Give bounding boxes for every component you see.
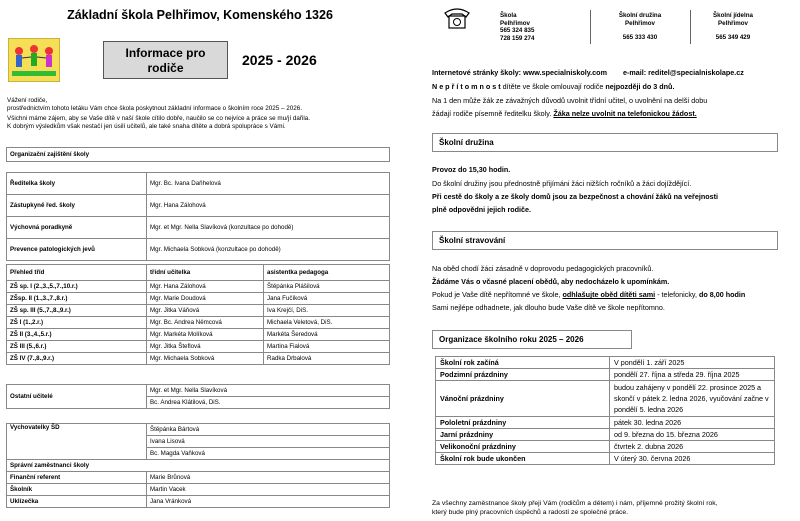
year-row-label: Školní rok bude ukončen [436, 453, 610, 465]
classes-table [6, 264, 390, 365]
absence-deadline: nejpozději do 3 dnů. [605, 82, 675, 91]
year-row-label: Školní rok začíná [436, 357, 610, 369]
staff-role: Školník [7, 484, 147, 496]
other-teachers-label: Ostatní učitelé [7, 385, 147, 409]
absence-line-3: žádají rodiče písemně ředitelku školy. [432, 109, 554, 118]
food-line: Na oběd chodí žáci zásadně v doprovodu pedagogických pracovníků. [432, 264, 654, 273]
contact-title: Školní družina [618, 12, 662, 19]
class-teacher: Mgr. Bc. Andrea Němcová [147, 317, 264, 329]
class-teacher: Mgr. Jitka Šteflová [147, 341, 264, 353]
class-teacher: Mgr. Hana Zálohová [147, 281, 264, 293]
year-row-value: pátek 30. ledna 2026 [610, 417, 775, 429]
contact-phone: 565 349 429 [715, 34, 751, 41]
sd-text [432, 164, 782, 215]
children-logo-icon [9, 39, 59, 81]
sd-line: plně odpovědni jejich rodiče. [432, 205, 532, 214]
classes-header: třídní učitelka [147, 265, 264, 281]
class-name: ZŠ sp. I (2.,3.,5.,7.,10.r.) [7, 281, 147, 293]
staff-name: Marie Brůnová [147, 472, 390, 484]
intro-line: K dobrým výsledkům však nestačí jen úsilí učitelů, ale také snaha dítěte a dobrá spolupráce s Vámi. [7, 123, 286, 130]
management-label: Zástupkyně řed. školy [7, 195, 147, 217]
food-line: - telefonicky, [655, 290, 699, 299]
year-row-label: Podzimní prázdniny [436, 369, 610, 381]
staff-role: Finanční referent [7, 472, 147, 484]
class-name: ZŠ II (3.,4.,5.r.) [7, 329, 147, 341]
contact-canteen [698, 12, 768, 42]
class-assistant: Michaela Veletová, DiS. [264, 317, 390, 329]
other-teacher: Bc. Andrea Klátilová, DiS. [147, 397, 390, 409]
contact-title: Školní jídelna [713, 12, 753, 19]
contact-school [500, 12, 550, 42]
classes-header: Přehled tříd [7, 265, 147, 281]
contact-title: Škola [500, 12, 517, 19]
class-teacher: Mgr. Jitka Váňová [147, 305, 264, 317]
year-row-value: budou zahájeny v pondělí 22. prosince 2025 a skončí v pátek 2. ledna 2026, vyučování začne v pondělí 5. ledna 2026 [610, 381, 775, 417]
sd-staff: Ivana Lisová [147, 436, 390, 448]
other-teachers-table [6, 384, 390, 409]
sd-line: Do školní družiny jsou přednostně přijímáni žáci nižších ročníků a žáci dojíždějící. [432, 179, 692, 188]
year-row-label: Pololetní prázdniny [436, 417, 610, 429]
year-table [435, 356, 775, 465]
absence-mid: dítěte ve škole omlouvají rodiče [500, 82, 606, 91]
management-value: Mgr. Bc. Ivana Daňhelová [147, 173, 390, 195]
sd-line: Při cestě do školy a ze školy domů jsou za bezpečnost a chování žáků na veřejnosti [432, 192, 718, 201]
management-label: Prevence patologických jevů [7, 239, 147, 261]
intro-text [7, 97, 392, 131]
footer-line: Za všechny zaměstnance školy přeji Vám (rodičům a dětem) i nám, příjemně prožitý školní rok, [432, 500, 718, 507]
sd-label: Vychovatelky ŠD [7, 424, 147, 460]
absence-line-2: Na 1 den může žák ze závažných důvodů uvolnit třídní učitel, o uvolnění na delší dobu [432, 96, 708, 105]
class-assistant: Radka Drbalová [264, 353, 390, 365]
other-teacher: Mgr. et Mgr. Nella Slavíková [147, 385, 390, 397]
intro-line: Vážení rodiče, [7, 97, 48, 104]
food-line: Žádáme Vás o včasné placení obědů, aby nedocházelo k upomínkám. [432, 277, 670, 286]
school-logo [8, 38, 60, 82]
year-row-value: V úterý 30. června 2026 [610, 453, 775, 465]
sd-staff: Štěpánka Bártová [147, 424, 390, 436]
info-box-line-2: rodiče [147, 61, 184, 75]
class-name: ZŠ I (1.,2.r.) [7, 317, 147, 329]
year-row-label: Velikonoční prázdniny [436, 441, 610, 453]
classes-header: asistentka pedagoga [264, 265, 390, 281]
contact-phone: 565 333 430 [622, 34, 658, 41]
intro-line: prostřednictvím tohoto letáku Vám chce škola poskytnout základní informace o školním roce 2025 – 2026. [7, 105, 303, 112]
sd-section-title: Školní družina [432, 133, 778, 152]
class-name: ZŠ IV (7.,8.,9.r.) [7, 353, 147, 365]
staff-name: Martin Vacek [147, 484, 390, 496]
sd-hours: Provoz do 15,30 hodin. [432, 165, 511, 174]
year-row-label: Vánoční prázdniny [436, 381, 610, 417]
year-row-value: pondělí 27. října a středa 29. října 2025 [610, 369, 775, 381]
class-name: ZŠ III (5.,6.r.) [7, 341, 147, 353]
year-row-value: čtvrtek 2. dubna 2026 [610, 441, 775, 453]
absence-lead: N e p ř í t o m n o s t [432, 82, 501, 91]
contact-divider [590, 10, 591, 44]
management-value: Mgr. Michaela Sobková (konzultace po dohodě) [147, 239, 390, 261]
contact-town: Pelhřimov [500, 19, 530, 27]
org-title: Organizační zajištění školy [7, 148, 390, 162]
contact-town: Pelhřimov [625, 19, 655, 27]
food-deadline: do 8,00 hodin [698, 290, 746, 299]
org-title-table [6, 147, 390, 162]
class-teacher: Mgr. Michaela Sobková [147, 353, 264, 365]
class-assistant: Markéta Šeredová [264, 329, 390, 341]
info-box-line-1: Informace pro [125, 46, 206, 60]
class-name: ZŠ sp. III (5.,7.,8.,9.r.) [7, 305, 147, 317]
class-assistant: Martina Fialová [264, 341, 390, 353]
class-assistant: Jana Fučíková [264, 293, 390, 305]
telephone-icon [442, 5, 472, 31]
year-row-label: Jarní prázdniny [436, 429, 610, 441]
absence-warning: Žáka nelze uvolnit na telefonickou žádost. [553, 109, 697, 118]
management-value: Mgr. Hana Zálohová [147, 195, 390, 217]
contact-town: Pelhřimov [718, 19, 748, 27]
staff-role: Uklízečka [7, 496, 147, 508]
sd-staff: Bc. Magda Vaňková [147, 448, 390, 460]
food-text [432, 263, 782, 313]
class-teacher: Mgr. Markéta Molíková [147, 329, 264, 341]
year-row-value: V pondělí 1. září 2025 [610, 357, 775, 369]
food-line: Sami nejlépe odhadnete, jak dlouho bude Vaše dítě ve škole nepřítomno. [432, 303, 665, 312]
staff-table [6, 423, 390, 508]
management-label: Ředitelka školy [7, 173, 147, 195]
footer-text [432, 499, 792, 517]
management-table [6, 172, 390, 261]
staff-label: Správní zaměstnanci školy [7, 460, 390, 472]
email-label[interactable]: e-mail: reditel@specialniskolape.cz [622, 68, 744, 77]
school-year: 2025 - 2026 [242, 52, 317, 68]
web-line [432, 67, 782, 78]
food-cancel: odhlašujte oběd dítěti sami [562, 290, 656, 299]
class-assistant: Štěpánka Plášilová [264, 281, 390, 293]
class-name: ZŠsp. II (1.,3.,7.,8.r.) [7, 293, 147, 305]
absence-text [432, 81, 782, 119]
year-row-value: od 9. března do 15. března 2026 [610, 429, 775, 441]
info-box [103, 41, 228, 79]
class-assistant: Iva Krejčí, DiS. [264, 305, 390, 317]
website-label[interactable]: Internetové stránky školy: www.specialniskoly.com [432, 68, 607, 77]
school-title: Základní škola Pelhřimov, Komenského 1326 [67, 8, 333, 22]
management-label: Výchovná poradkyně [7, 217, 147, 239]
year-section-title: Organizace školního roku 2025 – 2026 [432, 330, 632, 349]
staff-name: Jana Vránková [147, 496, 390, 508]
food-line: Pokud je Vaše dítě nepřítomné ve škole, [432, 290, 563, 299]
class-teacher: Mgr. Marie Doudová [147, 293, 264, 305]
intro-line: Všichni máme zájem, aby se Vaše dítě v naší škole cítilo dobře, naučilo se co nejvíce a práce se mu/jí dařila. [7, 115, 310, 122]
contact-phone: 565 324 835 [500, 27, 535, 34]
contact-sd [600, 12, 680, 42]
food-section-title: Školní stravování [432, 231, 778, 250]
footer-line: který bude plný pracovních úspěchů a radostí ze společné práce. [432, 509, 629, 516]
contact-divider [690, 10, 691, 44]
management-value: Mgr. et Mgr. Nella Slavíková (konzultace po dohodě) [147, 217, 390, 239]
contact-phone: 728 159 274 [500, 34, 535, 42]
